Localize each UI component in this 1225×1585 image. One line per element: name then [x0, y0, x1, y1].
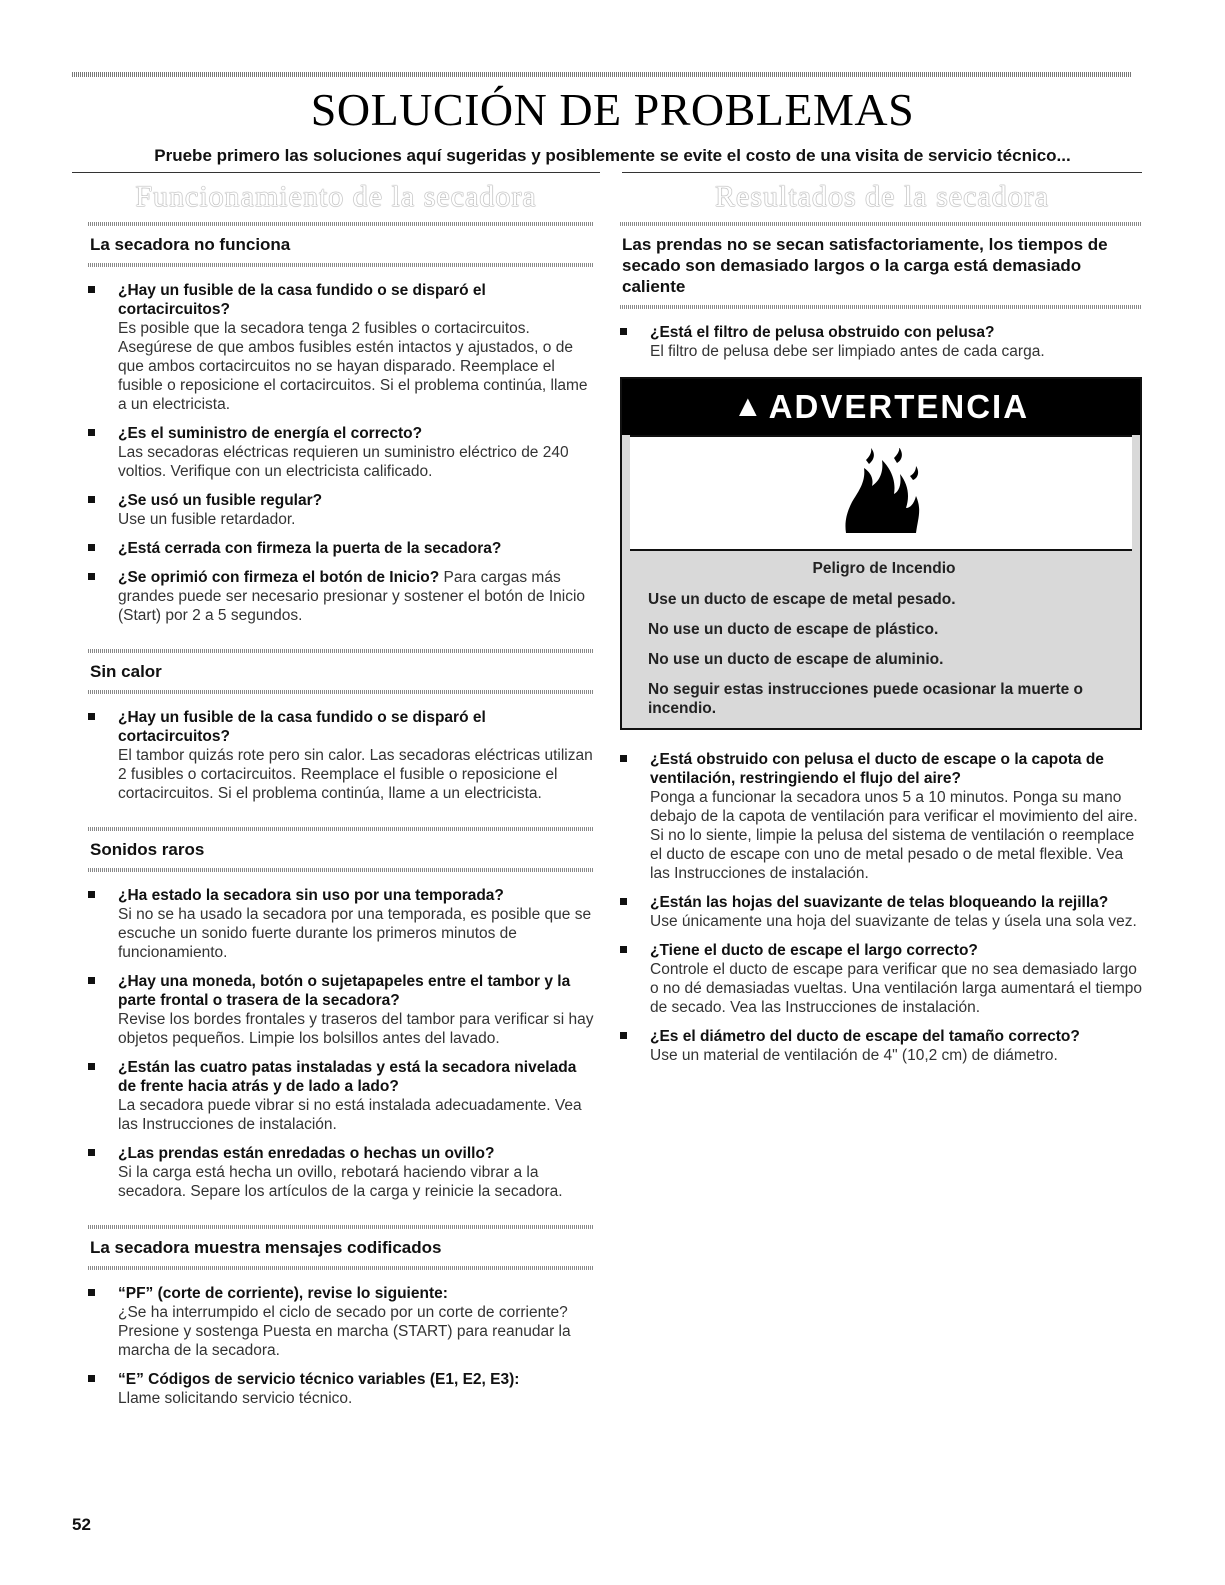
- warning-line: Use un ducto de escape de metal pesado.: [648, 591, 956, 608]
- bullet-icon: [620, 898, 627, 905]
- question: ¿Hay un fusible de la casa fundido o se disparó el cortacircuitos?: [118, 709, 486, 745]
- list-item: [620, 893, 1142, 931]
- question: ¿Las prendas están enredadas o hechas un ovillo?: [118, 1145, 495, 1162]
- question: ¿Está el filtro de pelusa obstruido con pelusa?: [650, 324, 995, 341]
- bullet-icon: [88, 573, 95, 580]
- answer: Use un fusible retardador.: [118, 511, 296, 528]
- question: ¿Se usó un fusible regular?: [118, 492, 323, 509]
- section-no-funciona: [88, 222, 594, 625]
- right-column-title: Resultados de la secadora: [714, 180, 1050, 213]
- list-item: [88, 886, 594, 962]
- list-item: [620, 1027, 1142, 1065]
- list-item: [620, 941, 1142, 1017]
- question: ¿Es el suministro de energía el correcto?: [118, 425, 423, 442]
- list-item: [88, 1370, 594, 1408]
- question: ¿Tiene el ducto de escape el largo correcto?: [650, 942, 978, 959]
- list-item: [88, 491, 594, 529]
- left-rule: [72, 172, 600, 173]
- answer: Use únicamente una hoja del suavizante de telas y úsela una sola vez.: [650, 913, 1137, 930]
- list-item: [620, 750, 1142, 883]
- fire-panel: [630, 435, 1132, 551]
- left-column: [88, 222, 594, 1418]
- question: ¿Se oprimió con firmeza el botón de Inicio?: [118, 569, 440, 586]
- warning-box: [620, 377, 1142, 730]
- hatch-divider: [88, 1266, 594, 1270]
- answer: El tambor quizás rote pero sin calor. Las secadoras eléctricas utilizan 2 fusibles o cortacircuitos. Reemplace el fusible o reposicione el cortacircuitos. Si el problema continúa, llame a un electricista.: [118, 747, 593, 802]
- bullet-icon: [88, 429, 95, 436]
- list-item: [88, 424, 594, 481]
- question: ¿Está cerrada con firmeza la puerta de la secadora?: [118, 540, 502, 557]
- section-heading: La secadora muestra mensajes codificados: [90, 1238, 442, 1257]
- bullet-icon: [88, 977, 95, 984]
- list-item: [88, 972, 594, 1048]
- bullet-icon: [88, 544, 95, 551]
- warning-label: ADVERTENCIA: [768, 388, 1030, 425]
- hatch-divider: [620, 305, 1142, 309]
- bullet-icon: [88, 1063, 95, 1070]
- section-heading: Sonidos raros: [90, 840, 205, 859]
- question: ¿Están las cuatro patas instaladas y está la secadora nivelada de frente hacia atrás y de lado a lado?: [118, 1059, 577, 1095]
- list-item: [88, 281, 594, 414]
- question: “PF” (corte de corriente), revise lo siguiente:: [118, 1285, 448, 1302]
- list-item: [88, 1058, 594, 1134]
- question: ¿Hay un fusible de la casa fundido o se disparó el cortacircuitos?: [118, 282, 486, 318]
- warning-triangle-icon: ▲: [732, 390, 765, 423]
- answer: El filtro de pelusa debe ser limpiado antes de cada carga.: [650, 343, 1045, 360]
- bullet-icon: [620, 1032, 627, 1039]
- list-item: [88, 568, 594, 625]
- bullet-icon: [88, 1289, 95, 1296]
- answer: Ponga a funcionar la secadora unos 5 a 10 minutos. Ponga su mano debajo de la capota de ventilación para verificar el movimiento del aire. Si no lo siente, limpie la pelusa del sistema de ventilación o reemplace el ducto de escape con uno de metal pesado o de metal flexible. Vea las Instrucciones de instalación.: [650, 789, 1138, 882]
- top-rule: [72, 72, 1132, 77]
- section-heading: Las prendas no se secan satisfactoriamente, los tiempos de secado son demasiado largos o la carga está demasiado caliente: [622, 235, 1108, 296]
- list-item: [88, 539, 594, 558]
- bullet-icon: [88, 1149, 95, 1156]
- right-rule: [622, 172, 1142, 173]
- hatch-divider: [88, 868, 594, 872]
- question: ¿Es el diámetro del ducto de escape del tamaño correcto?: [650, 1028, 1080, 1045]
- bullet-icon: [88, 496, 95, 503]
- bullet-icon: [88, 891, 95, 898]
- answer: Use un material de ventilación de 4" (10,2 cm) de diámetro.: [650, 1047, 1058, 1064]
- answer: Controle el ducto de escape para verificar que no sea demasiado largo o no dé demasiadas vueltas. Una ventilación larga aumentará el tiempo de secado. Vea las Instrucciones de instalación.: [650, 961, 1142, 1016]
- bullet-icon: [620, 755, 627, 762]
- right-column: [620, 222, 1142, 1075]
- bullet-icon: [88, 286, 95, 293]
- bullet-icon: [88, 713, 95, 720]
- list-item: [88, 1144, 594, 1201]
- hatch-divider: [88, 690, 594, 694]
- question: ¿Están las hojas del suavizante de telas bloqueando la rejilla?: [650, 894, 1109, 911]
- answer: Las secadoras eléctricas requieren un suministro eléctrico de 240 voltios. Verifique con un electricista calificado.: [118, 444, 569, 480]
- answer: Si la carga está hecha un ovillo, rebotará haciendo vibrar a la secadora. Separe los artículos de la carga y reinicie la secadora.: [118, 1164, 563, 1200]
- section-heading: La secadora no funciona: [90, 235, 291, 254]
- bullet-icon: [88, 1375, 95, 1382]
- fire-icon: [836, 448, 926, 538]
- left-column-title: Funcionamiento de la secadora: [135, 180, 537, 213]
- answer: Si no se ha usado la secadora por una temporada, es posible que se escuche un sonido fuerte durante los primeros minutos de funcionamiento.: [118, 906, 592, 961]
- list-item: [620, 323, 1142, 361]
- page-title: SOLUCIÓN DE PROBLEMAS: [310, 84, 915, 135]
- hatch-divider: [88, 263, 594, 267]
- section-sin-calor: [88, 649, 594, 803]
- answer: Revise los bordes frontales y traseros del tambor para verificar si hay objetos pequeños. Limpie los bolsillos antes del lavado.: [118, 1011, 594, 1047]
- answer: ¿Se ha interrumpido el ciclo de secado por un corte de corriente? Presione y sostenga Puesta en marcha (START) para reanudar la marcha de la secadora.: [118, 1304, 571, 1359]
- question: “E” Códigos de servicio técnico variables (E1, E2, E3):: [118, 1371, 520, 1388]
- list-item: [88, 708, 594, 803]
- answer: Llame solicitando servicio técnico.: [118, 1390, 353, 1407]
- question: ¿Está obstruido con pelusa el ducto de escape o la capota de ventilación, restringiendo el flujo del aire?: [650, 751, 1104, 787]
- warning-line: No seguir estas instrucciones puede ocasionar la muerte o incendio.: [648, 681, 1083, 717]
- answer: Para cargas más grandes puede ser necesario presionar y sostener el botón de Inicio (Start) por 2 a 5 segundos.: [118, 569, 586, 624]
- bullet-icon: [620, 946, 627, 953]
- question: ¿Hay una moneda, botón o sujetapapeles entre el tambor y la parte frontal o trasera de la secadora?: [118, 973, 571, 1009]
- warning-body: [622, 551, 1140, 728]
- question: ¿Ha estado la secadora sin uso por una temporada?: [118, 887, 504, 904]
- section-mensajes-codificados: [88, 1225, 594, 1408]
- bullet-icon: [620, 328, 627, 335]
- list-item: [88, 1284, 594, 1360]
- page-subtitle: Pruebe primero las soluciones aquí sugeridas y posiblemente se evite el costo de una visita de servicio técnico...: [154, 146, 1071, 165]
- answer: Es posible que la secadora tenga 2 fusibles o cortacircuitos. Asegúrese de que ambos fusibles estén intactos y ajustados, o de que ambos cortacircuitos no se hayan disparado. Reemplace el fusible o reposicione el cortacircuitos. Si el problema continúa, llame a un electricista.: [118, 320, 588, 413]
- page-number: 52: [72, 1515, 91, 1534]
- warning-line: No use un ducto de escape de aluminio.: [648, 651, 944, 668]
- section-heading: Sin calor: [90, 662, 162, 681]
- warning-header: [622, 379, 1140, 435]
- warning-line: No use un ducto de escape de plástico.: [648, 621, 939, 638]
- answer: La secadora puede vibrar si no está instalada adecuadamente. Vea las Instrucciones de instalación.: [118, 1097, 582, 1133]
- section-sonidos-raros: [88, 827, 594, 1201]
- hazard-title: Peligro de Incendio: [812, 560, 956, 577]
